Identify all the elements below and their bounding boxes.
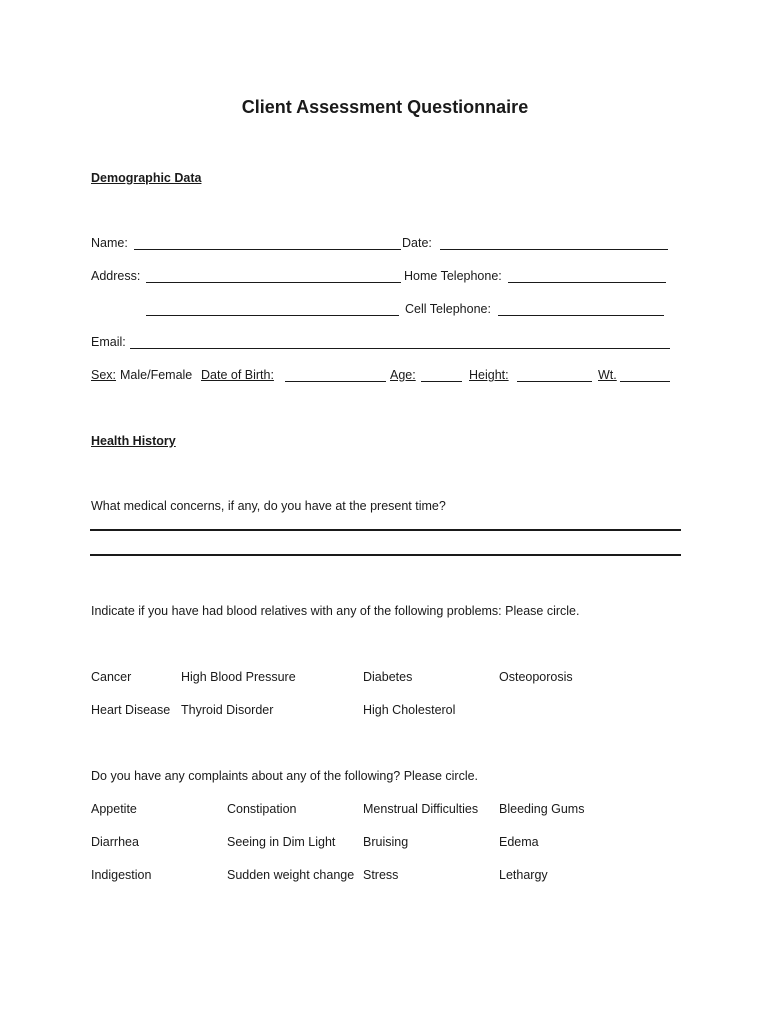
dob-label: Date of Birth:	[201, 368, 274, 382]
sex-label: Sex:	[91, 368, 117, 382]
name-label: Name:	[91, 236, 128, 250]
home-telephone-label: Home Telephone:	[404, 269, 502, 283]
address-field-line-2[interactable]	[146, 315, 399, 316]
section-heading-demographic: Demographic Data	[91, 171, 202, 185]
complaint-option[interactable]: Sudden weight change	[227, 868, 355, 882]
complaint-option[interactable]: Diarrhea	[91, 835, 139, 849]
height-label: Height:	[469, 368, 509, 382]
complaint-option[interactable]: Menstrual Difficulties	[363, 802, 479, 816]
page-title: Client Assessment Questionnaire	[241, 97, 529, 117]
age-label: Age:	[390, 368, 416, 382]
complaint-option[interactable]: Edema	[499, 835, 539, 849]
relative-option[interactable]: Osteoporosis	[499, 670, 573, 684]
complaint-option[interactable]: Indigestion	[91, 868, 152, 882]
email-label: Email:	[91, 335, 126, 349]
wt-label: Wt.	[598, 368, 617, 382]
concerns-answer-line-2[interactable]	[90, 554, 681, 556]
complaint-option[interactable]: Seeing in Dim Light	[227, 835, 336, 849]
sex-options[interactable]: Male/Female	[120, 368, 193, 382]
complaint-option[interactable]: Bleeding Gums	[499, 802, 585, 816]
wt-field[interactable]	[620, 381, 670, 382]
relative-option[interactable]: High Cholesterol	[363, 703, 456, 717]
cell-telephone-label: Cell Telephone:	[405, 302, 491, 316]
dob-field[interactable]	[285, 381, 386, 382]
concerns-question: What medical concerns, if any, do you have at the present time?	[91, 499, 446, 513]
address-field-line-1[interactable]	[146, 282, 401, 283]
complaints-prompt: Do you have any complaints about any of the following? Please circle.	[91, 769, 479, 783]
home-telephone-field[interactable]	[508, 282, 666, 283]
relative-option[interactable]: Cancer	[91, 670, 132, 684]
relative-option[interactable]: High Blood Pressure	[181, 670, 296, 684]
cell-telephone-field[interactable]	[498, 315, 664, 316]
complaint-option[interactable]: Appetite	[91, 802, 137, 816]
section-heading-health: Health History	[91, 434, 176, 448]
name-field[interactable]	[134, 249, 401, 250]
age-field[interactable]	[421, 381, 462, 382]
email-field[interactable]	[130, 348, 670, 349]
complaint-option[interactable]: Constipation	[227, 802, 297, 816]
relative-option[interactable]: Diabetes	[363, 670, 413, 684]
relative-option[interactable]: Thyroid Disorder	[181, 703, 274, 717]
relatives-prompt: Indicate if you have had blood relatives with any of the following problems: Please circle.	[91, 604, 580, 618]
height-field[interactable]	[517, 381, 592, 382]
date-label: Date:	[402, 236, 432, 250]
complaint-option[interactable]: Bruising	[363, 835, 409, 849]
complaint-option[interactable]: Lethargy	[499, 868, 548, 882]
complaint-option[interactable]: Stress	[363, 868, 399, 882]
date-field[interactable]	[440, 249, 668, 250]
concerns-answer-line-1[interactable]	[90, 529, 681, 531]
address-label: Address:	[91, 269, 141, 283]
relative-option[interactable]: Heart Disease	[91, 703, 171, 717]
